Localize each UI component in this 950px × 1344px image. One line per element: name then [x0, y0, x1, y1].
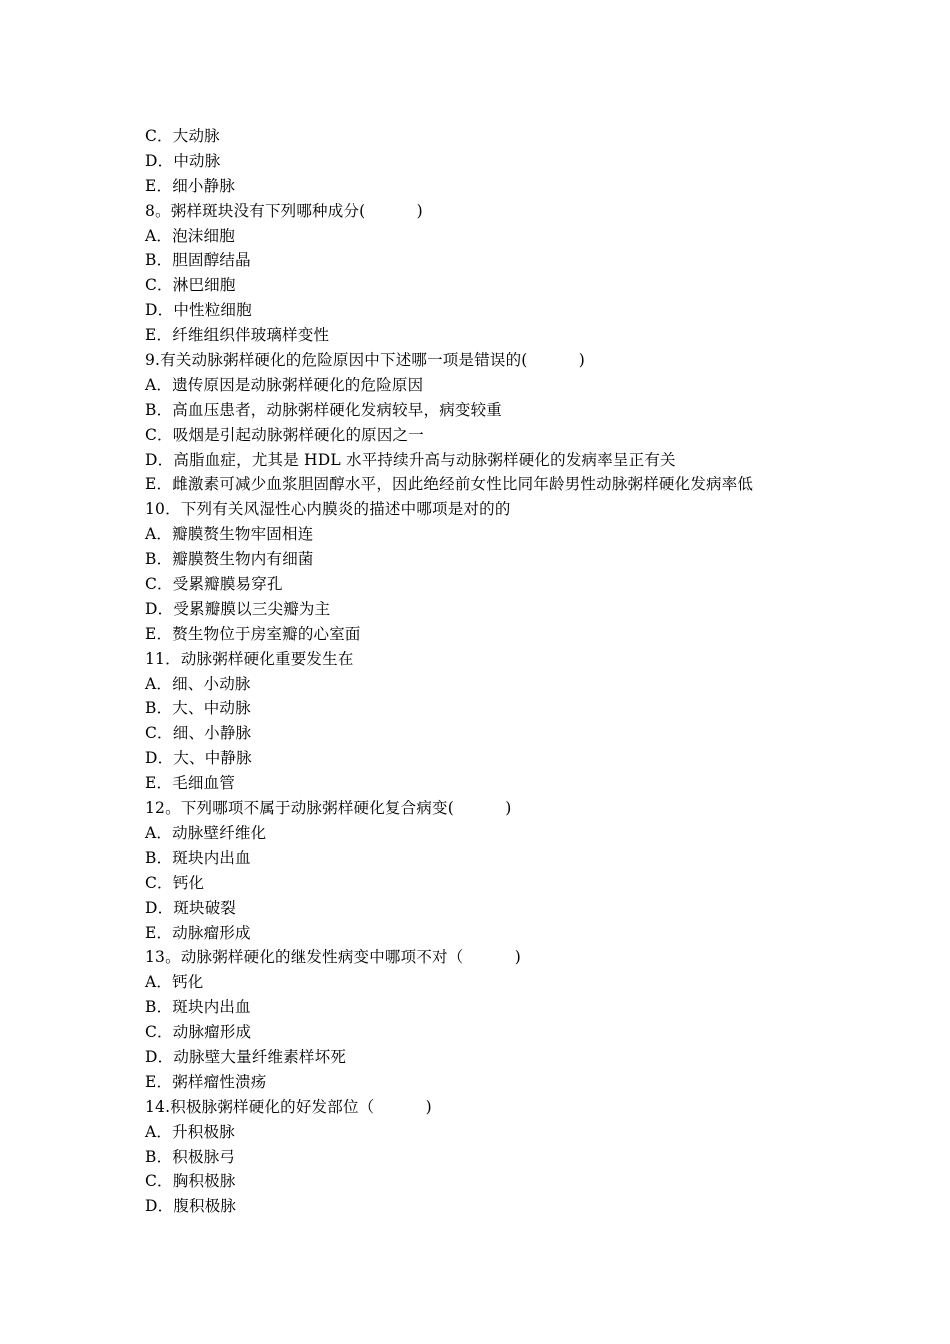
- text-line: B．大、中动脉: [145, 699, 251, 718]
- text-line: C．大动脉: [145, 127, 220, 145]
- text-line: D．中动脉: [145, 151, 221, 170]
- text-line: 12。下列哪项不属于动脉粥样硬化复合病变( ): [145, 799, 512, 818]
- text-line: B．瓣膜赘生物内有细菌: [145, 550, 314, 569]
- text-line: 9.有关动脉粥样硬化的危险原因中下述哪一项是错误的( ): [145, 351, 586, 370]
- text-line: A．细、小动脉: [145, 674, 251, 693]
- text-line: B．积极脉弓: [145, 1147, 236, 1166]
- text-line: E．赘生物位于房室瓣的心室面: [145, 624, 361, 643]
- text-line: A．钙化: [145, 973, 204, 992]
- text-line: D．中性粒细胞: [145, 301, 252, 320]
- text-line: C．吸烟是引起动脉粥样硬化的原因之一: [145, 425, 424, 444]
- text-line: A．升积极脉: [145, 1122, 235, 1141]
- text-line: 13。动脉粥样硬化的继发性病变中哪项不对（ ): [145, 948, 521, 967]
- text-line: 14.积极脉粥样硬化的好发部位（ ): [145, 1097, 432, 1116]
- text-line: D．腹积极脉: [145, 1197, 237, 1216]
- text-line: E．细小静脉: [145, 176, 236, 195]
- question-list: [145, 124, 845, 1219]
- text-line: B．斑块内出血: [145, 998, 251, 1017]
- text-line: A．动脉壁纤维化: [145, 823, 267, 842]
- text-line: C．受累瓣膜易穿孔: [145, 575, 283, 594]
- text-line: C．胸积极脉: [145, 1172, 236, 1191]
- text-line: C．细、小静脉: [145, 724, 252, 743]
- text-line: A．瓣膜赘生物牢固相连: [145, 525, 314, 544]
- text-line: 8。粥样斑块没有下列哪种成分( ): [145, 201, 423, 220]
- text-line: 10．下列有关风湿性心内膜炎的描述中哪项是对的的: [145, 500, 511, 519]
- text-line: A．遗传原因是动脉粥样硬化的危险原因: [145, 375, 424, 394]
- text-line: D．受累瓣膜以三尖瓣为主: [145, 599, 331, 618]
- text-line: E．粥样瘤性溃疡: [145, 1072, 267, 1091]
- text-line: E．毛细血管: [145, 774, 236, 793]
- text-line: A．泡沫细胞: [145, 226, 235, 245]
- text-line: D．高脂血症，尤其是 HDL 水平持续升高与动脉粥样硬化的发病率呈正有关: [145, 450, 676, 469]
- text-line: D．动脉壁大量纤维素样坏死: [145, 1047, 347, 1066]
- text-line: B．斑块内出血: [145, 848, 251, 867]
- text-line: B．胆固醇结晶: [145, 251, 251, 270]
- text-line: D．斑块破裂: [145, 898, 237, 917]
- text-line: D．大、中静脉: [145, 749, 252, 768]
- text-line: C．动脉瘤形成: [145, 1023, 252, 1042]
- text-line: C．淋巴细胞: [145, 276, 236, 295]
- text-line: B．高血压患者，动脉粥样硬化发病较早，病变较重: [145, 400, 502, 419]
- text-line: E．动脉瘤形成: [145, 923, 251, 942]
- text-line: E．纤维组织伴玻璃样变性: [145, 326, 330, 345]
- text-line: C．钙化: [145, 873, 205, 892]
- text-line: 11．动脉粥样硬化重要发生在: [145, 649, 354, 668]
- text-line: E．雌激素可减少血浆胆固醇水平，因此绝经前女性比同年龄男性动脉粥样硬化发病率低: [145, 475, 754, 494]
